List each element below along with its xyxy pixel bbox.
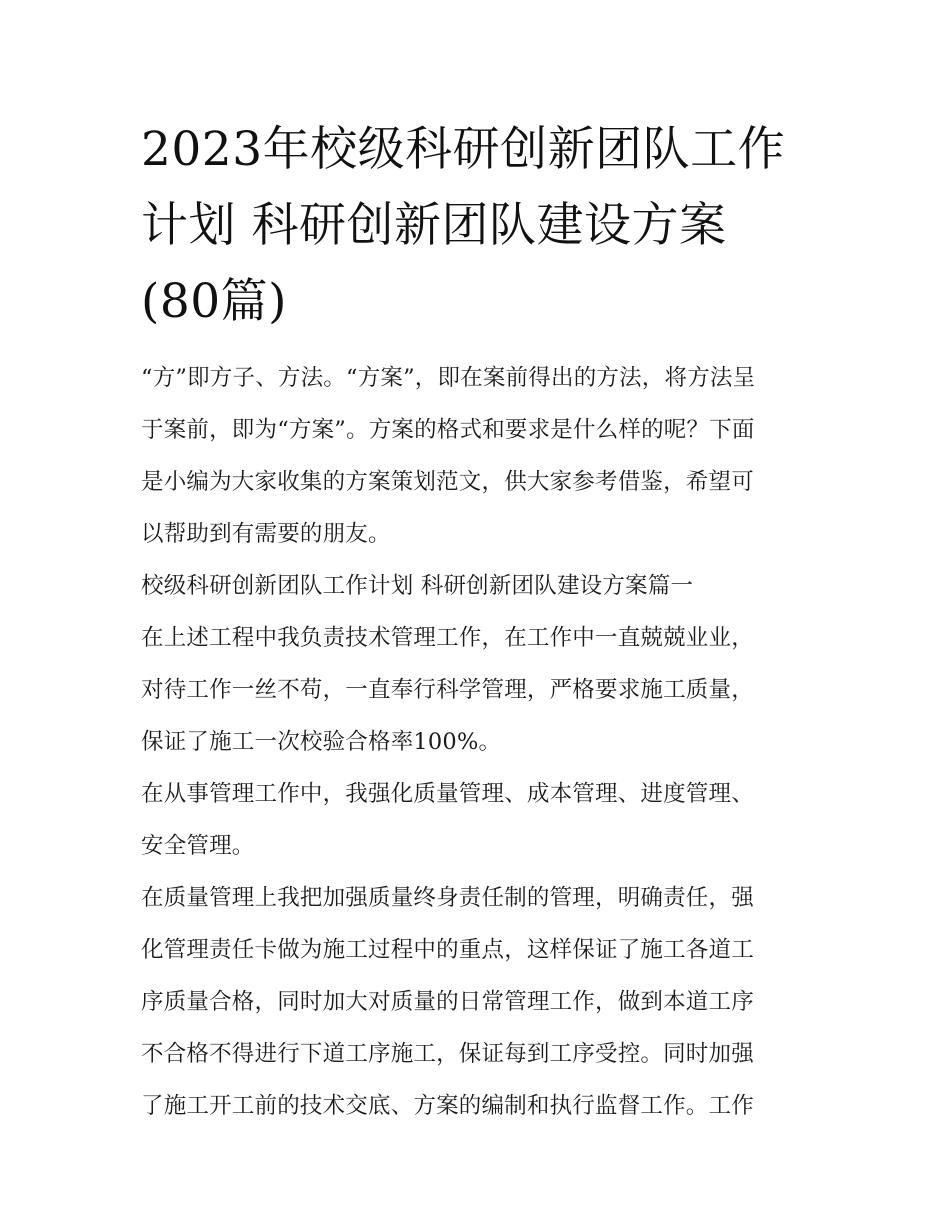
body-text-line: 了施工开工前的技术交底、方案的编制和执行监督工作。工作 (141, 1093, 754, 1119)
body-text-line: 在上述工程中我负责技术管理工作，在工作中一直兢兢业业， (141, 625, 754, 651)
section-heading: 校级科研创新团队工作计划 科研创新团队建设方案篇一 (141, 573, 694, 599)
body-text-line: “方”即方子、方法。“方案”，即在案前得出的方法，将方法呈 (141, 365, 756, 391)
body-text-line: 不合格不得进行下道工序施工，保证每到工序受控。同时加强 (141, 1041, 754, 1067)
body-text-line: 序质量合格，同时加大对质量的日常管理工作，做到本道工序 (141, 989, 754, 1015)
title-line: (80篇) (141, 274, 287, 329)
body-text-line: 化管理责任卡做为施工过程中的重点，这样保证了施工各道工 (141, 937, 754, 963)
body-text-line: 以帮助到有需要的朋友。 (141, 521, 391, 547)
body-text-line: 于案前，即为“方案”。方案的格式和要求是什么样的呢？下面 (141, 417, 755, 443)
body-text-line: 对待工作一丝不苟，一直奉行科学管理，严格要求施工质量， (141, 677, 754, 703)
document-content (141, 112, 813, 1132)
body-text-line: 安全管理。 (141, 833, 255, 859)
body-text-line: 在从事管理工作中，我强化质量管理、成本管理、进度管理、 (141, 781, 754, 807)
title-line: 计划 科研创新团队建设方案 (141, 198, 727, 253)
body-text-line: 保证了施工一次校验合格率100%。 (141, 729, 502, 755)
body-text-line: 是小编为大家收集的方案策划范文，供大家参考借鉴，希望可 (141, 469, 754, 495)
document-title (141, 112, 813, 340)
title-line: 2023年校级科研创新团队工作 (141, 122, 786, 177)
body-text-line: 在质量管理上我把加强质量终身责任制的管理，明确责任，强 (141, 885, 754, 911)
document-body (141, 352, 813, 1132)
